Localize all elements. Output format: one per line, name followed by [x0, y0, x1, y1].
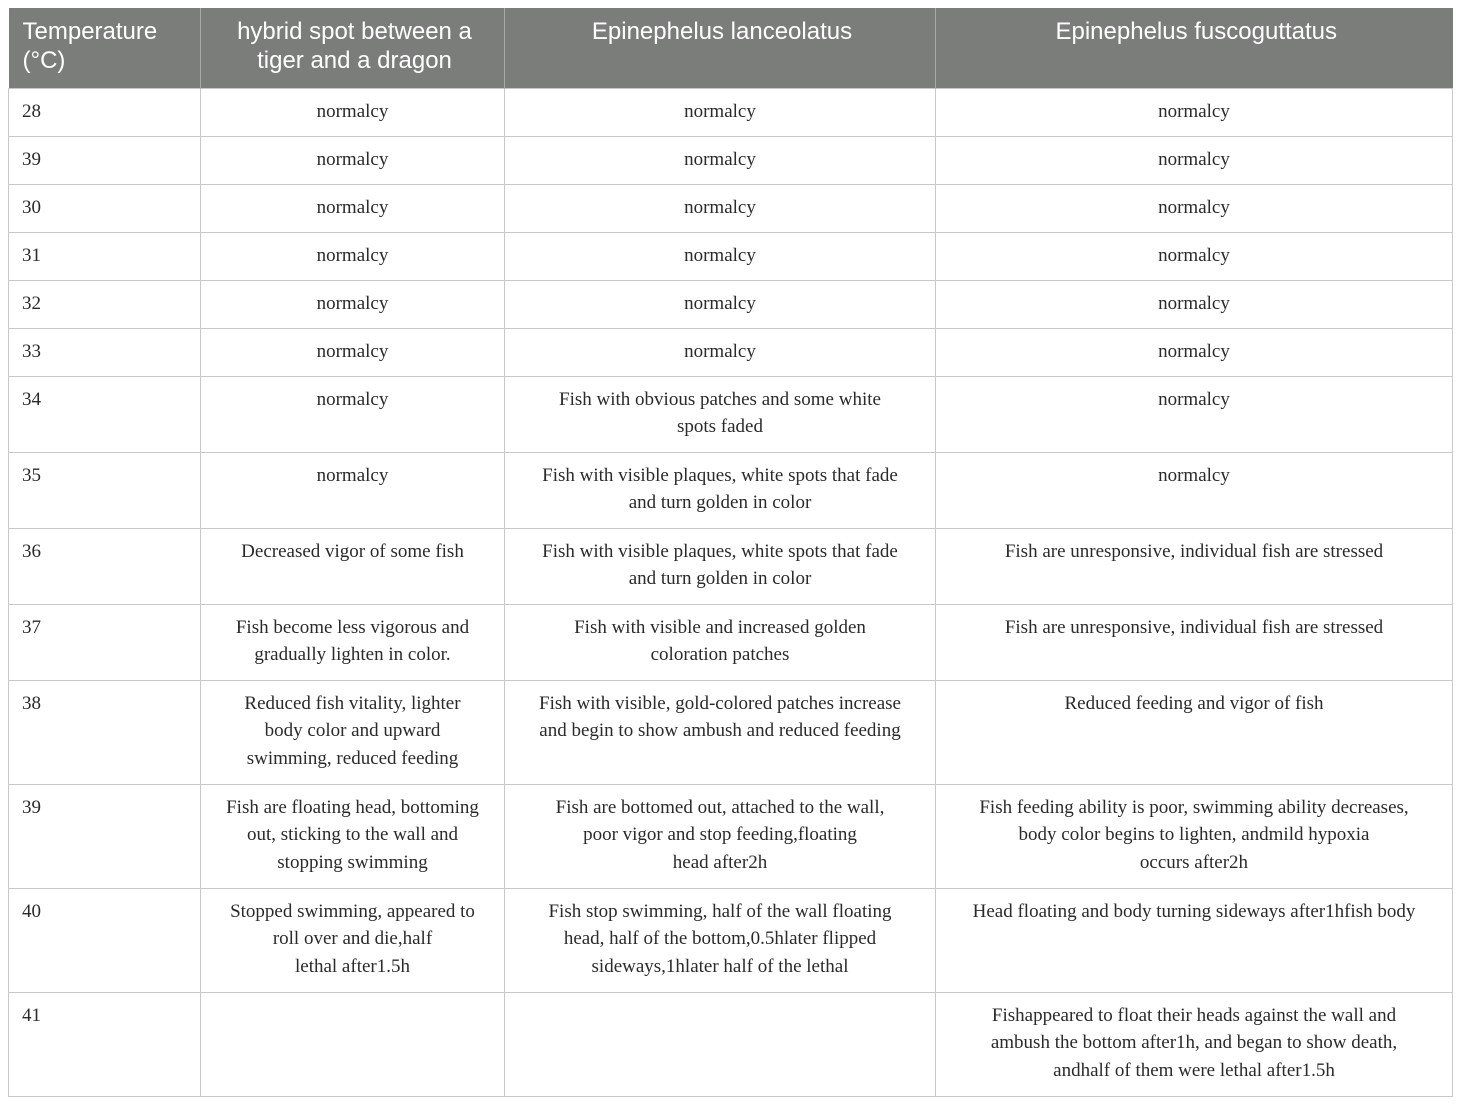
table-row — [9, 452, 1453, 528]
cell-text: 36 — [22, 540, 41, 562]
hybrid-cell — [201, 528, 505, 604]
cell-text: normalcy — [316, 244, 389, 266]
hybrid-cell — [201, 784, 505, 888]
cell-text: 41 — [22, 1004, 41, 1026]
lanceolatus-cell — [505, 528, 936, 604]
cell-text: Fish with visible and increased golden coloration patches — [574, 616, 866, 665]
cell-text: Reduced feeding and vigor of fish — [1064, 692, 1324, 714]
cell-text: Fish are floating head, bottoming out, sticking to the wall and stopping swimming — [226, 796, 479, 873]
cell-text: 32 — [22, 292, 41, 314]
cell-text: 40 — [22, 900, 41, 922]
hybrid-cell — [201, 604, 505, 680]
lanceolatus-cell — [505, 88, 936, 136]
cell-text: normalcy — [316, 100, 389, 122]
cell-text: normalcy — [1158, 340, 1230, 362]
table-row — [9, 184, 1453, 232]
lanceolatus-cell — [505, 992, 936, 1096]
cell-text: normalcy — [316, 196, 389, 218]
cell-text: Decreased vigor of some fish — [241, 540, 464, 562]
temperature-cell — [9, 88, 201, 136]
cell-text: 28 — [22, 100, 41, 122]
fuscoguttatus-cell — [936, 376, 1453, 452]
lanceolatus-cell — [505, 136, 936, 184]
cell-text: normalcy — [1158, 388, 1230, 410]
cell-text: normalcy — [684, 292, 756, 314]
temperature-cell — [9, 680, 201, 784]
header-fuscoguttatus: Epinephelus fuscoguttatus — [936, 8, 1453, 88]
hybrid-cell — [201, 280, 505, 328]
temperature-cell — [9, 992, 201, 1096]
fuscoguttatus-cell — [936, 528, 1453, 604]
cell-text: 37 — [22, 616, 41, 638]
lanceolatus-cell — [505, 452, 936, 528]
cell-text: normalcy — [316, 340, 389, 362]
temperature-cell — [9, 528, 201, 604]
cell-text: normalcy — [316, 292, 389, 314]
fuscoguttatus-cell — [936, 680, 1453, 784]
cell-text: normalcy — [1158, 292, 1230, 314]
hybrid-cell — [201, 452, 505, 528]
header-row — [9, 8, 1453, 88]
header-temperature: Temperature (°C) — [9, 8, 201, 88]
cell-text: Head floating and body turning sideways after1hfish body — [972, 900, 1416, 922]
cell-text: normalcy — [684, 244, 756, 266]
cell-text: Stopped swimming, appeared to roll over and die,half lethal after1.5h — [230, 900, 475, 977]
cell-text: Fish with visible plaques, white spots that fade and turn golden in color — [542, 464, 898, 513]
hybrid-cell — [201, 88, 505, 136]
lanceolatus-cell — [505, 888, 936, 992]
lanceolatus-cell — [505, 184, 936, 232]
cell-text: 35 — [22, 464, 41, 486]
temperature-cell — [9, 604, 201, 680]
cell-text: normalcy — [684, 148, 756, 170]
cell-text: normalcy — [1158, 464, 1230, 486]
lanceolatus-cell — [505, 328, 936, 376]
fuscoguttatus-cell — [936, 992, 1453, 1096]
lanceolatus-cell — [505, 376, 936, 452]
cell-text: normalcy — [1158, 244, 1230, 266]
fuscoguttatus-cell — [936, 784, 1453, 888]
cell-text: normalcy — [1158, 196, 1230, 218]
hybrid-cell — [201, 184, 505, 232]
cell-text: 30 — [22, 196, 41, 218]
table-row — [9, 604, 1453, 680]
table-row — [9, 528, 1453, 604]
temperature-cell — [9, 376, 201, 452]
fuscoguttatus-cell — [936, 328, 1453, 376]
table-row — [9, 784, 1453, 888]
hybrid-cell — [201, 232, 505, 280]
cell-text: normalcy — [316, 388, 389, 410]
temperature-cell — [9, 136, 201, 184]
cell-text: normalcy — [316, 464, 389, 486]
cell-text: 38 — [22, 692, 41, 714]
cell-text: normalcy — [684, 196, 756, 218]
hybrid-cell — [201, 680, 505, 784]
fuscoguttatus-cell — [936, 604, 1453, 680]
cell-text: Fish are unresponsive, individual fish are stressed — [1004, 540, 1384, 562]
fuscoguttatus-cell — [936, 184, 1453, 232]
cell-text: Reduced fish vitality, lighter body color and upward swimming, reduced feeding — [244, 692, 461, 769]
fuscoguttatus-cell — [936, 280, 1453, 328]
table-row — [9, 232, 1453, 280]
temperature-cell — [9, 328, 201, 376]
table-row — [9, 136, 1453, 184]
fuscoguttatus-cell — [936, 452, 1453, 528]
table-body — [9, 88, 1453, 1096]
temperature-cell — [9, 232, 201, 280]
table-row — [9, 328, 1453, 376]
cell-text: 33 — [22, 340, 41, 362]
table-row — [9, 376, 1453, 452]
table-row — [9, 888, 1453, 992]
table-row — [9, 992, 1453, 1096]
cell-text: normalcy — [684, 100, 756, 122]
cell-text: 34 — [22, 388, 41, 410]
cell-text: normalcy — [684, 340, 756, 362]
hybrid-cell — [201, 992, 505, 1096]
lanceolatus-cell — [505, 604, 936, 680]
fuscoguttatus-cell — [936, 136, 1453, 184]
fuscoguttatus-cell — [936, 88, 1453, 136]
temperature-cell — [9, 784, 201, 888]
header-lanceolatus: Epinephelus lanceolatus — [505, 8, 936, 88]
cell-text: Fish become less vigorous and gradually lighten in color. — [235, 616, 470, 665]
hybrid-cell — [201, 136, 505, 184]
cell-text: Fish feeding ability is poor, swimming ability decreases, body color begins to lighten, andmild hypoxia occurs after2h — [979, 796, 1409, 873]
temperature-cell — [9, 280, 201, 328]
cell-text: normalcy — [316, 148, 389, 170]
lanceolatus-cell — [505, 680, 936, 784]
fuscoguttatus-cell — [936, 888, 1453, 992]
lanceolatus-cell — [505, 784, 936, 888]
header-hybrid: hybrid spot between a tiger and a dragon — [201, 8, 505, 88]
table-row — [9, 680, 1453, 784]
cell-text: Fish with visible, gold-colored patches increase and begin to show ambush and reduced feeding — [539, 692, 901, 741]
table-row — [9, 88, 1453, 136]
table-row — [9, 280, 1453, 328]
cell-text: Fish stop swimming, half of the wall floating head, half of the bottom,0.5hlater flipped sideways,1hlater half of the lethal — [548, 900, 892, 977]
lanceolatus-cell — [505, 232, 936, 280]
fuscoguttatus-cell — [936, 232, 1453, 280]
cell-text: Fish are bottomed out, attached to the wall, poor vigor and stop feeding,floating head after2h — [555, 796, 885, 873]
cell-text: normalcy — [1158, 148, 1230, 170]
lanceolatus-cell — [505, 280, 936, 328]
hybrid-cell — [201, 888, 505, 992]
cell-text: 39 — [22, 148, 41, 170]
cell-text: Fish with visible plaques, white spots that fade and turn golden in color — [542, 540, 898, 589]
hybrid-cell — [201, 376, 505, 452]
cell-text: 31 — [22, 244, 41, 266]
cell-text: normalcy — [1158, 100, 1230, 122]
hybrid-cell — [201, 328, 505, 376]
cell-text: Fish are unresponsive, individual fish are stressed — [1004, 616, 1384, 638]
temperature-cell — [9, 452, 201, 528]
cell-text: Fishappeared to float their heads against the wall and ambush the bottom after1h, and began to show death, andhalf of them were lethal after1.5h — [990, 1004, 1398, 1081]
cell-text: Fish with obvious patches and some white spots faded — [559, 388, 881, 437]
temperature-cell — [9, 888, 201, 992]
temperature-tolerance-table — [8, 8, 1453, 1097]
temperature-cell — [9, 184, 201, 232]
cell-text: 39 — [22, 796, 41, 818]
